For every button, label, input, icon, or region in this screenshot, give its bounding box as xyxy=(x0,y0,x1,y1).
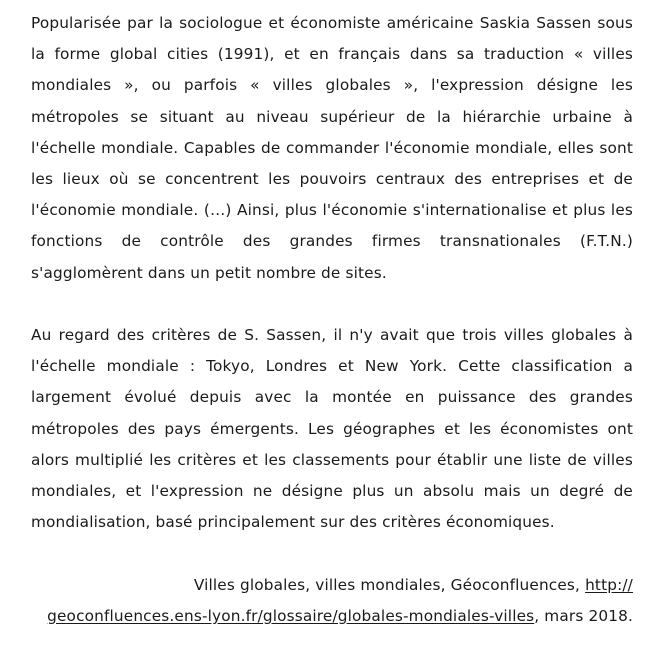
paragraph-2: Au regard des critères de S. Sassen, il n'y avait que trois villes globales à l'échelle mondiale : Tokyo, Londres et New York. Cette classification a largement évolué depuis avec la montée en puissance des grandes métropoles des pays émergents. Les géographes et les économistes ont alors multiplié les critères et les classements pour établir une liste de villes mondiales, et l'expression ne désigne plus un absolu mais un degré de mondialisation, basé principalement sur des critères économiques. xyxy=(31,326,633,532)
source-citation xyxy=(31,570,633,632)
source-prefix: Villes globales, villes mondiales, Géoconfluences, xyxy=(193,575,586,594)
source-link-part-2[interactable]: geoconfluences.ens-lyon.fr/glossaire/globales-mondiales-villes xyxy=(47,606,535,625)
source-suffix: , mars 2018. xyxy=(534,606,633,625)
document-page xyxy=(31,8,633,632)
source-link-part-1[interactable]: http:// xyxy=(585,575,633,594)
paragraph-1: Popularisée par la sociologue et économiste américaine Saskia Sassen sous la forme global cities (1991), et en français dans sa traduction « villes mondiales », ou parfois « villes globales », l'expression désigne les métropoles se situant au niveau supérieur de la hiérarchie urbaine à l'échelle mondiale. Capables de commander l'économie mondiale, elles sont les lieux où se concentrent les pouvoirs centraux des entreprises et de l'économie mondiale. (…) Ainsi, plus l'économie s'internationalise et plus les fonctions de contrôle des grandes firmes transnationales (F.T.N.) s'agglomèrent dans un petit nombre de sites. xyxy=(31,14,633,282)
paragraph-spacer xyxy=(31,538,633,569)
paragraph-spacer xyxy=(31,289,633,320)
